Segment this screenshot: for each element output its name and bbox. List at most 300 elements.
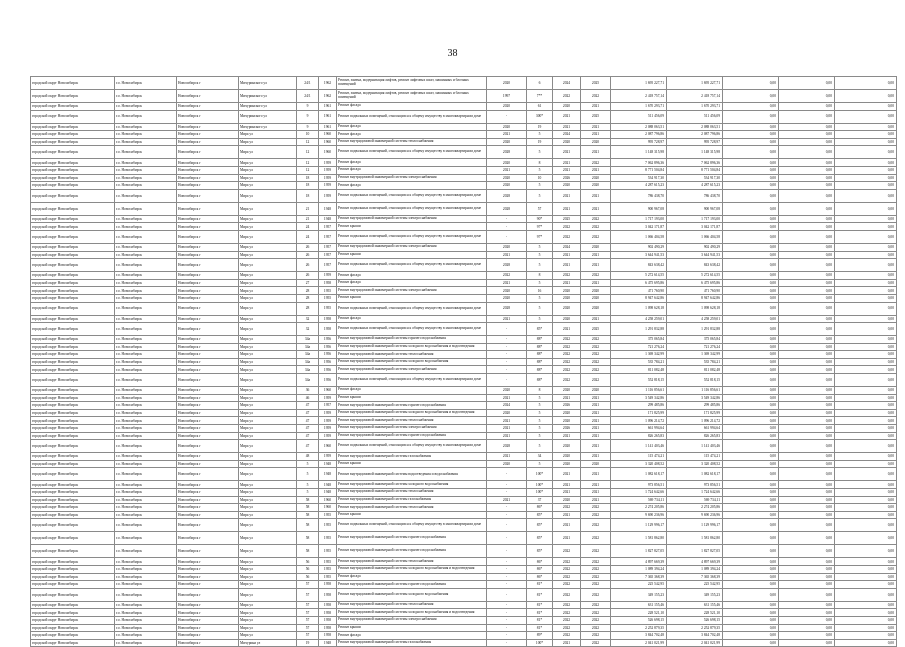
table-cell: 0,00 xyxy=(779,358,835,366)
table-cell: Ремонт подвальных помещений, относящихся к общему имуществу в многоквартирном доме xyxy=(337,440,487,453)
table-cell: 0,00 xyxy=(779,402,835,410)
table-cell: Ремонт крыши xyxy=(337,624,487,632)
table-row xyxy=(31,425,897,433)
table-cell: Ремонт внутридомовой инженерной системы холодного водоснабжения и водоотведения xyxy=(337,609,487,617)
table-row xyxy=(31,315,897,323)
table-cell: 2020 xyxy=(487,243,527,251)
table-cell: Новосибирск г xyxy=(177,394,239,402)
table-cell: Ремонт внутридомовой инженерной системы горячего водоснабжения xyxy=(337,545,487,558)
table-cell: 2022 xyxy=(553,565,581,573)
table-cell: 0,00 xyxy=(723,425,779,433)
table-cell: Новосибирск г xyxy=(177,440,239,453)
table-cell: 1948 xyxy=(319,215,337,223)
table-cell: - xyxy=(487,624,527,632)
table-cell: 0,00 xyxy=(835,223,897,231)
table-cell: 1958 xyxy=(319,616,337,624)
table-cell: Новосибирск г xyxy=(177,294,239,302)
table-cell: 1 096 214,72 xyxy=(667,417,723,425)
table-cell: городской округ Новосибирск xyxy=(31,601,115,609)
table-cell: г.о. Новосибирск xyxy=(115,166,177,174)
table-cell: 2 418 757,14 xyxy=(667,90,723,103)
table-cell: Мира ул xyxy=(239,588,297,601)
table-cell: Ремонт, замена, модернизация лифтов, ремонт лифтовых шахт, машинных и блочных помещений xyxy=(337,77,487,90)
table-cell: 0,00 xyxy=(779,489,835,497)
table-cell: 0,00 xyxy=(779,230,835,243)
table-cell: 0,00 xyxy=(835,159,897,167)
table-cell: 1956 xyxy=(319,336,337,344)
table-cell: 0,00 xyxy=(779,481,835,489)
table-cell: 24 xyxy=(297,230,319,243)
table-cell: Ремонт крыши xyxy=(337,294,487,302)
table-cell: 471 760,90 xyxy=(611,287,667,295)
table-cell: Ремонт внутридомовой инженерной системы холодного водоснабжения и водоотведения xyxy=(337,409,487,417)
table-cell: 2020 xyxy=(553,294,581,302)
table-cell: 0,00 xyxy=(723,146,779,159)
table-cell: Ремонт внутридомовой инженерной системы горячего водоснабжения xyxy=(337,581,487,589)
table-row xyxy=(31,110,897,123)
table-cell: 2020 xyxy=(487,287,527,295)
table-cell: - xyxy=(487,639,527,647)
table-cell: городской округ Новосибирск xyxy=(31,215,115,223)
table-cell: 2021 xyxy=(553,639,581,647)
table-cell: 2022 xyxy=(581,215,611,223)
table-cell: 1956 xyxy=(319,358,337,366)
table-row xyxy=(31,624,897,632)
table-cell: 8 947 642,86 xyxy=(667,294,723,302)
table-cell: городской округ Новосибирск xyxy=(31,545,115,558)
table-cell: 26 xyxy=(297,243,319,251)
table-cell: 2020 xyxy=(487,409,527,417)
table-cell: 2020 xyxy=(487,460,527,468)
table-cell: Ремонт внутридомовой инженерной системы электроснабжения xyxy=(337,174,487,182)
table-cell: Новосибирск г xyxy=(177,624,239,632)
table-cell: городской округ Новосибирск xyxy=(31,146,115,159)
table-cell: 0,00 xyxy=(779,351,835,359)
table-cell: 2021 xyxy=(581,103,611,111)
table-cell: городской округ Новосибирск xyxy=(31,259,115,272)
table-cell: г.о. Новосибирск xyxy=(115,138,177,146)
table-cell: Мира ул xyxy=(239,440,297,453)
table-cell: Мира ул xyxy=(239,251,297,259)
table-cell: Мира ул xyxy=(239,366,297,374)
table-cell: 2022 xyxy=(553,366,581,374)
table-cell: 826 265,83 xyxy=(611,432,667,440)
table-row xyxy=(31,402,897,410)
table-cell: 0,00 xyxy=(835,259,897,272)
table-cell: Новосибирск г xyxy=(177,279,239,287)
table-cell: городской округ Новосибирск xyxy=(31,374,115,387)
table-cell: 2022 xyxy=(581,532,611,545)
table-cell: 89* xyxy=(527,632,553,640)
table-cell: 0,00 xyxy=(723,601,779,609)
table-row xyxy=(31,182,897,190)
table-cell: г.о. Новосибирск xyxy=(115,287,177,295)
table-cell: г.о. Новосибирск xyxy=(115,581,177,589)
table-cell: 0,00 xyxy=(779,336,835,344)
table-cell: 0,00 xyxy=(779,302,835,315)
table-cell: Новосибирск г xyxy=(177,138,239,146)
table-cell: 0,00 xyxy=(835,588,897,601)
table-cell: 2024 xyxy=(487,402,527,410)
table-cell: 81* xyxy=(527,601,553,609)
table-cell: 0,00 xyxy=(723,223,779,231)
table-cell: Ремонт крыши xyxy=(337,394,487,402)
table-cell: Мира ул xyxy=(239,460,297,468)
table-cell: 2020 xyxy=(581,302,611,315)
table-cell: 1955 xyxy=(319,558,337,566)
table-cell: 661 994,64 xyxy=(611,425,667,433)
table-cell: - xyxy=(487,519,527,532)
table-cell: - xyxy=(487,601,527,609)
table-cell: городской округ Новосибирск xyxy=(31,432,115,440)
table-cell: 2021 xyxy=(553,468,581,481)
table-cell: 0,00 xyxy=(779,131,835,139)
table-cell: 2022 xyxy=(553,336,581,344)
table-row xyxy=(31,489,897,497)
table-cell: городской округ Новосибирск xyxy=(31,504,115,512)
table-cell: Новосибирск г xyxy=(177,272,239,280)
table-cell: 1959 xyxy=(319,166,337,174)
table-cell: 995 728,97 xyxy=(667,138,723,146)
table-cell: 57 xyxy=(297,616,319,624)
table-cell: 0,00 xyxy=(835,131,897,139)
table-cell: Ремонт подвальных помещений, относящихся к общему имуществу в многоквартирном доме xyxy=(337,374,487,387)
table-cell: 1958 xyxy=(319,581,337,589)
table-cell: Мира ул xyxy=(239,481,297,489)
table-cell: городской округ Новосибирск xyxy=(31,639,115,647)
table-cell: 56 xyxy=(297,565,319,573)
table-cell: 0,00 xyxy=(835,315,897,323)
table-cell: городской округ Новосибирск xyxy=(31,425,115,433)
table-cell: 7 365 368,39 xyxy=(611,573,667,581)
table-cell: 661 994,64 xyxy=(667,425,723,433)
table-cell: Мира ул xyxy=(239,189,297,202)
table-cell: 2021 xyxy=(553,489,581,497)
table-cell: Новосибирск г xyxy=(177,402,239,410)
table-cell: 5 xyxy=(527,302,553,315)
table-cell: 0,00 xyxy=(723,174,779,182)
table-cell: 1955 xyxy=(319,532,337,545)
table-cell: 2021 xyxy=(553,110,581,123)
table-cell: Мира ул xyxy=(239,215,297,223)
table-cell: - xyxy=(487,481,527,489)
table-cell: Новосибирск г xyxy=(177,581,239,589)
table-cell: 0,00 xyxy=(835,343,897,351)
table-cell: 0,00 xyxy=(835,77,897,90)
table-cell: 1948 xyxy=(319,489,337,497)
table-cell: - xyxy=(487,573,527,581)
table-cell: 2022 xyxy=(553,558,581,566)
table-cell: 1 098 628,18 xyxy=(667,302,723,315)
table-cell: Ремонт внутридомовой инженерной системы горячего водоснабжения xyxy=(337,432,487,440)
table-cell: 0,00 xyxy=(835,632,897,640)
table-cell: Новосибирск г xyxy=(177,489,239,497)
table-cell: 24/1 xyxy=(297,90,319,103)
table-cell: 0,00 xyxy=(835,146,897,159)
table-cell: 81* xyxy=(527,624,553,632)
table-cell: Новосибирск г xyxy=(177,532,239,545)
table-cell: 2026 xyxy=(553,174,581,182)
table-cell: 1959 xyxy=(319,189,337,202)
table-cell: Ремонт внутридомовой инженерной системы теплоснабжения xyxy=(337,351,487,359)
table-cell: 0,00 xyxy=(779,279,835,287)
table-cell: 349 155,23 xyxy=(667,588,723,601)
table-cell: 1958 xyxy=(319,323,337,336)
table-cell: 2020 xyxy=(487,159,527,167)
table-cell: Мира ул xyxy=(239,409,297,417)
table-cell: 631 155,46 xyxy=(667,601,723,609)
table-cell: 58 xyxy=(297,545,319,558)
table-cell: 100* xyxy=(527,489,553,497)
table-cell: 2021 xyxy=(581,189,611,202)
table-cell: 2022 xyxy=(581,223,611,231)
table-cell: Новосибирск г xyxy=(177,315,239,323)
table-cell: 2021 xyxy=(553,481,581,489)
table-row xyxy=(31,453,897,461)
table-cell: 3 549 342,86 xyxy=(611,394,667,402)
table-cell: 1960 xyxy=(319,504,337,512)
table-cell: 526 698,15 xyxy=(667,616,723,624)
table-cell: Ремонт фасада xyxy=(337,166,487,174)
table-cell: 12 xyxy=(297,138,319,146)
table-cell: Мира ул xyxy=(239,374,297,387)
table-cell: 5 272 614,55 xyxy=(667,272,723,280)
table-cell: 0,00 xyxy=(835,468,897,481)
table-cell: г.о. Новосибирск xyxy=(115,259,177,272)
table-cell: 2020 xyxy=(487,123,527,131)
table-cell: Новосибирск г xyxy=(177,182,239,190)
table-cell: Мира ул xyxy=(239,358,297,366)
table-cell: 0,00 xyxy=(779,496,835,504)
table-cell: 0,00 xyxy=(835,387,897,395)
table-cell: 0,00 xyxy=(723,609,779,617)
table-cell: Мира ул xyxy=(239,417,297,425)
table-cell: 28 xyxy=(297,287,319,295)
table-cell: 9 xyxy=(297,110,319,123)
table-cell: 900 967,08 xyxy=(611,202,667,215)
table-cell: 2022 xyxy=(581,573,611,581)
table-cell: Ремонт внутридомовой инженерной системы теплоснабжения xyxy=(337,601,487,609)
table-cell: 511 456,09 xyxy=(667,110,723,123)
table-cell: 2021 xyxy=(581,402,611,410)
table-cell: Новосибирск г xyxy=(177,223,239,231)
table-cell: 2022 xyxy=(581,358,611,366)
table-cell: 8 xyxy=(527,159,553,167)
table-cell: - xyxy=(487,581,527,589)
table-row xyxy=(31,460,897,468)
table-cell: 10 xyxy=(527,174,553,182)
table-cell: 0,00 xyxy=(723,624,779,632)
table-cell: 0,00 xyxy=(835,440,897,453)
table-cell: 2020 xyxy=(487,138,527,146)
table-cell: Новосибирск г xyxy=(177,417,239,425)
table-cell: 0,00 xyxy=(835,481,897,489)
table-cell: Мира ул xyxy=(239,601,297,609)
table-cell: Ремонт подвальных помещений, относящихся к общему имуществу в многоквартирном доме xyxy=(337,259,487,272)
table-cell: 0,00 xyxy=(835,417,897,425)
table-cell: городской округ Новосибирск xyxy=(31,110,115,123)
table-cell: Мичуринского ул xyxy=(239,90,297,103)
table-cell: 4 258 259,01 xyxy=(667,315,723,323)
table-cell: 534 917,30 xyxy=(611,174,667,182)
table-cell: г.о. Новосибирск xyxy=(115,294,177,302)
table-cell: 0,00 xyxy=(835,573,897,581)
table-cell: 81* xyxy=(527,609,553,617)
table-cell: 2022 xyxy=(581,159,611,167)
table-cell: 2025 xyxy=(581,77,611,90)
table-cell: 0,00 xyxy=(723,279,779,287)
table-cell: Ремонт крыши xyxy=(337,223,487,231)
table-cell: 1948 xyxy=(319,481,337,489)
table-cell: городской округ Новосибирск xyxy=(31,159,115,167)
table-cell: г.о. Новосибирск xyxy=(115,223,177,231)
table-cell: 0,00 xyxy=(723,511,779,519)
table-cell: Новосибирск г xyxy=(177,146,239,159)
table-cell: 1 369 342,99 xyxy=(667,351,723,359)
table-cell: 1960 xyxy=(319,387,337,395)
table-cell: г.о. Новосибирск xyxy=(115,511,177,519)
table-cell: 1960 xyxy=(319,496,337,504)
table-cell: 18 xyxy=(297,174,319,182)
table-cell: Новосибирск г xyxy=(177,90,239,103)
table-cell: 9 690 236,96 xyxy=(667,511,723,519)
table-cell: 3 042 171,87 xyxy=(611,223,667,231)
table-row xyxy=(31,323,897,336)
table-row xyxy=(31,366,897,374)
table-cell: 115 474,21 xyxy=(667,453,723,461)
table-cell: - xyxy=(487,616,527,624)
table-cell: Ремонт фасада xyxy=(337,103,487,111)
table-cell: городской округ Новосибирск xyxy=(31,230,115,243)
table-cell: Новосибирск г xyxy=(177,460,239,468)
table-cell: 0,00 xyxy=(723,409,779,417)
table-cell: г.о. Новосибирск xyxy=(115,374,177,387)
table-cell: 27 xyxy=(297,279,319,287)
table-cell: г.о. Новосибирск xyxy=(115,601,177,609)
table-cell: 0,00 xyxy=(835,189,897,202)
table-row xyxy=(31,259,897,272)
table-cell: 1 116 856,61 xyxy=(611,387,667,395)
table-cell: 0,00 xyxy=(779,511,835,519)
table-row xyxy=(31,90,897,103)
table-cell: 2022 xyxy=(553,504,581,512)
table-cell: г.о. Новосибирск xyxy=(115,103,177,111)
table-cell: 34а xyxy=(297,343,319,351)
table-cell: городской округ Новосибирск xyxy=(31,272,115,280)
table-cell: 86* xyxy=(527,558,553,566)
table-cell: 0,00 xyxy=(835,532,897,545)
table-cell: Новосибирск г xyxy=(177,632,239,640)
table-cell: 2021 xyxy=(487,279,527,287)
table-cell: 1955 xyxy=(319,519,337,532)
table-cell: 85* xyxy=(527,532,553,545)
table-cell: 0,00 xyxy=(835,496,897,504)
table-cell: 569 734,11 xyxy=(667,496,723,504)
table-cell: г.о. Новосибирск xyxy=(115,409,177,417)
table-cell: Ремонт внутридомовой инженерной системы теплоснабжения xyxy=(337,504,487,512)
table-cell: 2021 xyxy=(553,123,581,131)
table-cell: 0,00 xyxy=(835,243,897,251)
table-cell: Новосибирск г xyxy=(177,511,239,519)
table-cell: Ремонт внутридомовой инженерной системы теплоснабжения xyxy=(337,138,487,146)
table-cell: 0,00 xyxy=(779,202,835,215)
table-cell: городской округ Новосибирск xyxy=(31,532,115,545)
table-cell: 2021 xyxy=(581,496,611,504)
table-cell: городской округ Новосибирск xyxy=(31,366,115,374)
table-cell: 2021 xyxy=(581,146,611,159)
table-cell: Мира ул xyxy=(239,558,297,566)
table-row xyxy=(31,287,897,295)
table-cell: Мира ул xyxy=(239,565,297,573)
table-cell: 0,00 xyxy=(723,215,779,223)
table-cell: Ремонт внутридомовой инженерной системы горячего водоснабжения xyxy=(337,532,487,545)
table-cell: 2022 xyxy=(581,230,611,243)
table-cell: 48 xyxy=(297,453,319,461)
table-cell: 1962 xyxy=(319,77,337,90)
table-cell: - xyxy=(487,110,527,123)
table-cell: 2022 xyxy=(553,573,581,581)
table-cell: 0,00 xyxy=(723,358,779,366)
table-cell: 299 485,86 xyxy=(667,402,723,410)
table-cell: 19 xyxy=(297,639,319,647)
table-cell: 0,00 xyxy=(723,251,779,259)
table-cell: 81* xyxy=(527,616,553,624)
table-cell: 0,00 xyxy=(779,182,835,190)
table-row xyxy=(31,351,897,359)
table-cell: 2022 xyxy=(581,616,611,624)
table-cell: 2021 xyxy=(553,279,581,287)
table-cell: Мира ул xyxy=(239,146,297,159)
table-cell: 2021 xyxy=(487,315,527,323)
table-cell: Новосибирск г xyxy=(177,601,239,609)
table-cell: 1958 xyxy=(319,609,337,617)
table-cell: 0,00 xyxy=(723,616,779,624)
table-cell: г.о. Новосибирск xyxy=(115,545,177,558)
table-cell: г.о. Новосибирск xyxy=(115,90,177,103)
table-cell: 57 xyxy=(297,601,319,609)
table-cell: 0,00 xyxy=(779,394,835,402)
table-cell: г.о. Новосибирск xyxy=(115,453,177,461)
table-cell: 2021 xyxy=(487,425,527,433)
table-cell: Ремонт внутридомовой инженерной системы электроснабжения xyxy=(337,215,487,223)
table-row xyxy=(31,159,897,167)
table-cell: Мира ул xyxy=(239,159,297,167)
table-cell: 2022 xyxy=(553,632,581,640)
table-cell: 5 xyxy=(297,460,319,468)
table-cell: 88* xyxy=(527,374,553,387)
table-cell: 47 xyxy=(297,409,319,417)
table-cell: 0,00 xyxy=(723,90,779,103)
table-cell: 0,00 xyxy=(723,632,779,640)
table-cell: 100* xyxy=(527,481,553,489)
table-cell: 535 784,21 xyxy=(611,358,667,366)
table-cell: - xyxy=(487,223,527,231)
table-cell: - xyxy=(487,351,527,359)
table-cell: 8 xyxy=(527,387,553,395)
table-cell: Ремонт фасада xyxy=(337,279,487,287)
table-cell: 0,00 xyxy=(779,624,835,632)
table-cell: Новосибирск г xyxy=(177,159,239,167)
table-cell: 0,00 xyxy=(723,343,779,351)
table-cell: 2021 xyxy=(487,394,527,402)
table-cell: 5 xyxy=(527,402,553,410)
table-cell: городской округ Новосибирск xyxy=(31,351,115,359)
table-cell: 24 xyxy=(297,223,319,231)
table-cell: 1948 xyxy=(319,639,337,647)
table-cell: 2028 xyxy=(487,146,527,159)
table-cell: Новосибирск г xyxy=(177,558,239,566)
table-cell: 0,00 xyxy=(723,189,779,202)
